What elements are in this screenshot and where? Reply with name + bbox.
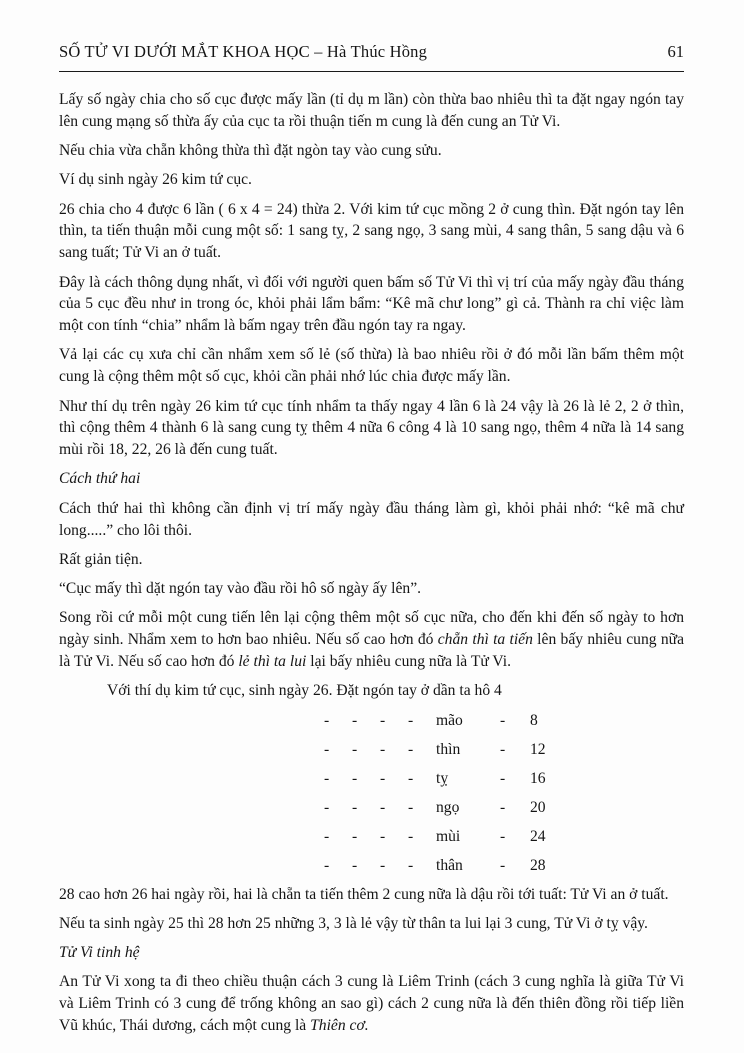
dash: - (324, 798, 330, 816)
dash: - (408, 827, 414, 845)
count-value: 16 (530, 769, 546, 787)
dash: - (380, 856, 386, 874)
table-row (324, 855, 684, 877)
dash: - (408, 798, 414, 816)
text-segment-italic: lẻ thì ta lui (238, 653, 307, 671)
dash: - (500, 711, 506, 729)
paragraph: Ví dụ sinh ngày 26 kim tứ cục. (59, 171, 252, 189)
book-title: SỐ TỬ VI DƯỚI MẮT KHOA HỌC – Hà Thúc Hồng (59, 42, 428, 61)
table-row (324, 710, 684, 732)
paragraph: Nếu chia vừa chẵn không thừa thì đặt ngòn tay vào cung sửu. (59, 142, 442, 160)
dash: - (500, 798, 506, 816)
text-segment: lên bấy nhiêu cung nữa là Tử Vi. Nếu số cao hơn đó (59, 631, 685, 671)
dash: - (380, 711, 386, 729)
branch-name: thìn (436, 740, 461, 758)
paragraph: “Cục mấy thì dặt ngón tay vào đầu rồi hô số ngày ấy lên”. (59, 580, 422, 598)
count-value: 12 (530, 740, 546, 758)
paragraph: Nếu ta sinh ngày 25 thì 28 hơn 25 những 3, 3 là lẻ vậy từ thân ta lui lại 3 cung, Tử Vi ở tỵ vậy. (59, 914, 648, 932)
count-value: 24 (530, 827, 546, 845)
table-row (324, 768, 684, 790)
dash: - (380, 798, 386, 816)
dash: - (500, 856, 506, 874)
page-header (59, 42, 684, 72)
dash: - (408, 856, 414, 874)
paragraph: Như thí dụ trên ngày 26 kim tứ cục tính nhẩm ta thấy ngay 4 lần 6 là 24 vậy là 26 là lẻ 2, 2 ở thìn, thì cộng thêm 4 thành 6 là sang cung tỵ thêm 4 nữa 6 công 4 là 10 sang ngọ, thêm 4 nữa là 14 sang mùi rồi 18, 22, 26 là đến cung tuất. (59, 397, 684, 459)
paragraph: Rất giản tiện. (59, 550, 143, 568)
count-value: 20 (530, 798, 546, 816)
branch-name: tỵ (436, 769, 449, 787)
branch-name: mão (436, 711, 463, 729)
paragraph: Vả lại các cụ xưa chỉ cần nhẩm xem số lẻ (số thừa) là bao nhiêu rồi ở đó mỗi lần bấm thêm một cung là cộng thêm một số cục, khỏi cần phải nhớ lúc chia được mấy lần. (59, 346, 684, 386)
dash: - (324, 711, 330, 729)
paragraph: Đây là cách thông dụng nhất, vì đối với người quen bấm số Tử Vi thì vị trí của mấy ngày đầu tháng của 5 cục đều như in trong óc, khỏi phải lẩm bẩm: “Kê mã chư long” gì cả. Thành ra chỉ việc làm một con tính “chia” nhẩm là bấm ngay trên đầu ngón tay ra ngay. (59, 273, 684, 335)
count-value: 28 (530, 856, 546, 874)
dash: - (500, 769, 506, 787)
paragraph: 28 cao hơn 26 hai ngày rồi, hai là chẵn ta tiến thêm 2 cung nữa là dậu rồi tới tuất: Tử Vi an ở tuất. (59, 885, 669, 903)
dash: - (352, 740, 358, 758)
page-number: 61 (667, 42, 684, 61)
branch-name: mùi (436, 827, 461, 845)
dash: - (408, 740, 414, 758)
paragraph (59, 971, 684, 1036)
table-row (324, 797, 684, 819)
paragraph: Lấy số ngày chia cho số cục được mấy lần (tỉ dụ m lần) còn thừa bao nhiêu thì ta đặt ngay ngón tay lên cung mạng số thừa ấy của cục ta rồi thuận tiến m cung là đến cung an Tử Vi. (59, 91, 684, 130)
paragraph: 26 chia cho 4 được 6 lần ( 6 x 4 = 24) thừa 2. Với kim tứ cục mồng 2 ở cung thìn. Đặt ngón tay lên thìn, ta tiến thuận mỗi cung một số: 1 sang tỵ, 2 sang ngọ, 3 sang mùi, 4 sang thân, 5 sang dậu và 6 sang tuất; Tử Vi an ở tuất. (59, 200, 684, 262)
dash: - (408, 711, 414, 729)
dash: - (500, 740, 506, 758)
text-segment-italic: chẵn thì ta tiến (437, 631, 533, 649)
paragraph: Với thí dụ kim tứ cục, sinh ngày 26. Đặt ngón tay ở dần ta hô 4 (107, 682, 502, 700)
table-row (324, 739, 684, 761)
dash: - (380, 769, 386, 787)
dash: - (352, 769, 358, 787)
dash: - (380, 827, 386, 845)
dash: - (500, 827, 506, 845)
text-segment: An Tử Vi xong ta đi theo chiều thuận cách 3 cung là Liêm Trinh (cách 3 cung nghĩa là giữa Tử Vi và Liêm Trinh có 3 cung để trống không an sao gì) cách 2 cung nữa là đến thiên đồng rồi tiếp liền Vũ khúc, Thái dương, cách một cung là (59, 973, 684, 1035)
section-heading-cach-thu-hai: Cách thứ hai (59, 470, 141, 488)
dash: - (324, 827, 330, 845)
dash: - (352, 856, 358, 874)
text-segment: lại bấy nhiêu cung nữa là Tử Vi. (306, 653, 511, 671)
text-segment-italic: Thiên cơ. (310, 1017, 369, 1035)
section-heading-tu-vi-tinh-he: Tử Vi tinh hệ (59, 944, 140, 962)
dash: - (380, 740, 386, 758)
dash: - (352, 711, 358, 729)
dash: - (408, 769, 414, 787)
branch-name: ngọ (436, 798, 460, 816)
text-segment: Song rồi cứ mỗi một cung tiến lên lại cộng thêm một số cục nữa, cho đến khi đến số ngày to hơn ngày sinh. Nhẩm xem to hơn bao nhiêu. Nếu số cao hơn đó (59, 609, 684, 649)
dash: - (352, 798, 358, 816)
paragraph (59, 607, 684, 672)
paragraph: Cách thứ hai thì không cần định vị trí mấy ngày đầu tháng làm gì, khỏi phải nhớ: “kê mã chư long.....” cho lôi thôi. (59, 499, 684, 539)
dash: - (352, 827, 358, 845)
dash: - (324, 856, 330, 874)
dash: - (324, 740, 330, 758)
finger-count-table (324, 710, 684, 877)
branch-name: thân (436, 856, 463, 874)
dash: - (324, 769, 330, 787)
table-row (324, 826, 684, 848)
count-value: 8 (530, 711, 538, 729)
